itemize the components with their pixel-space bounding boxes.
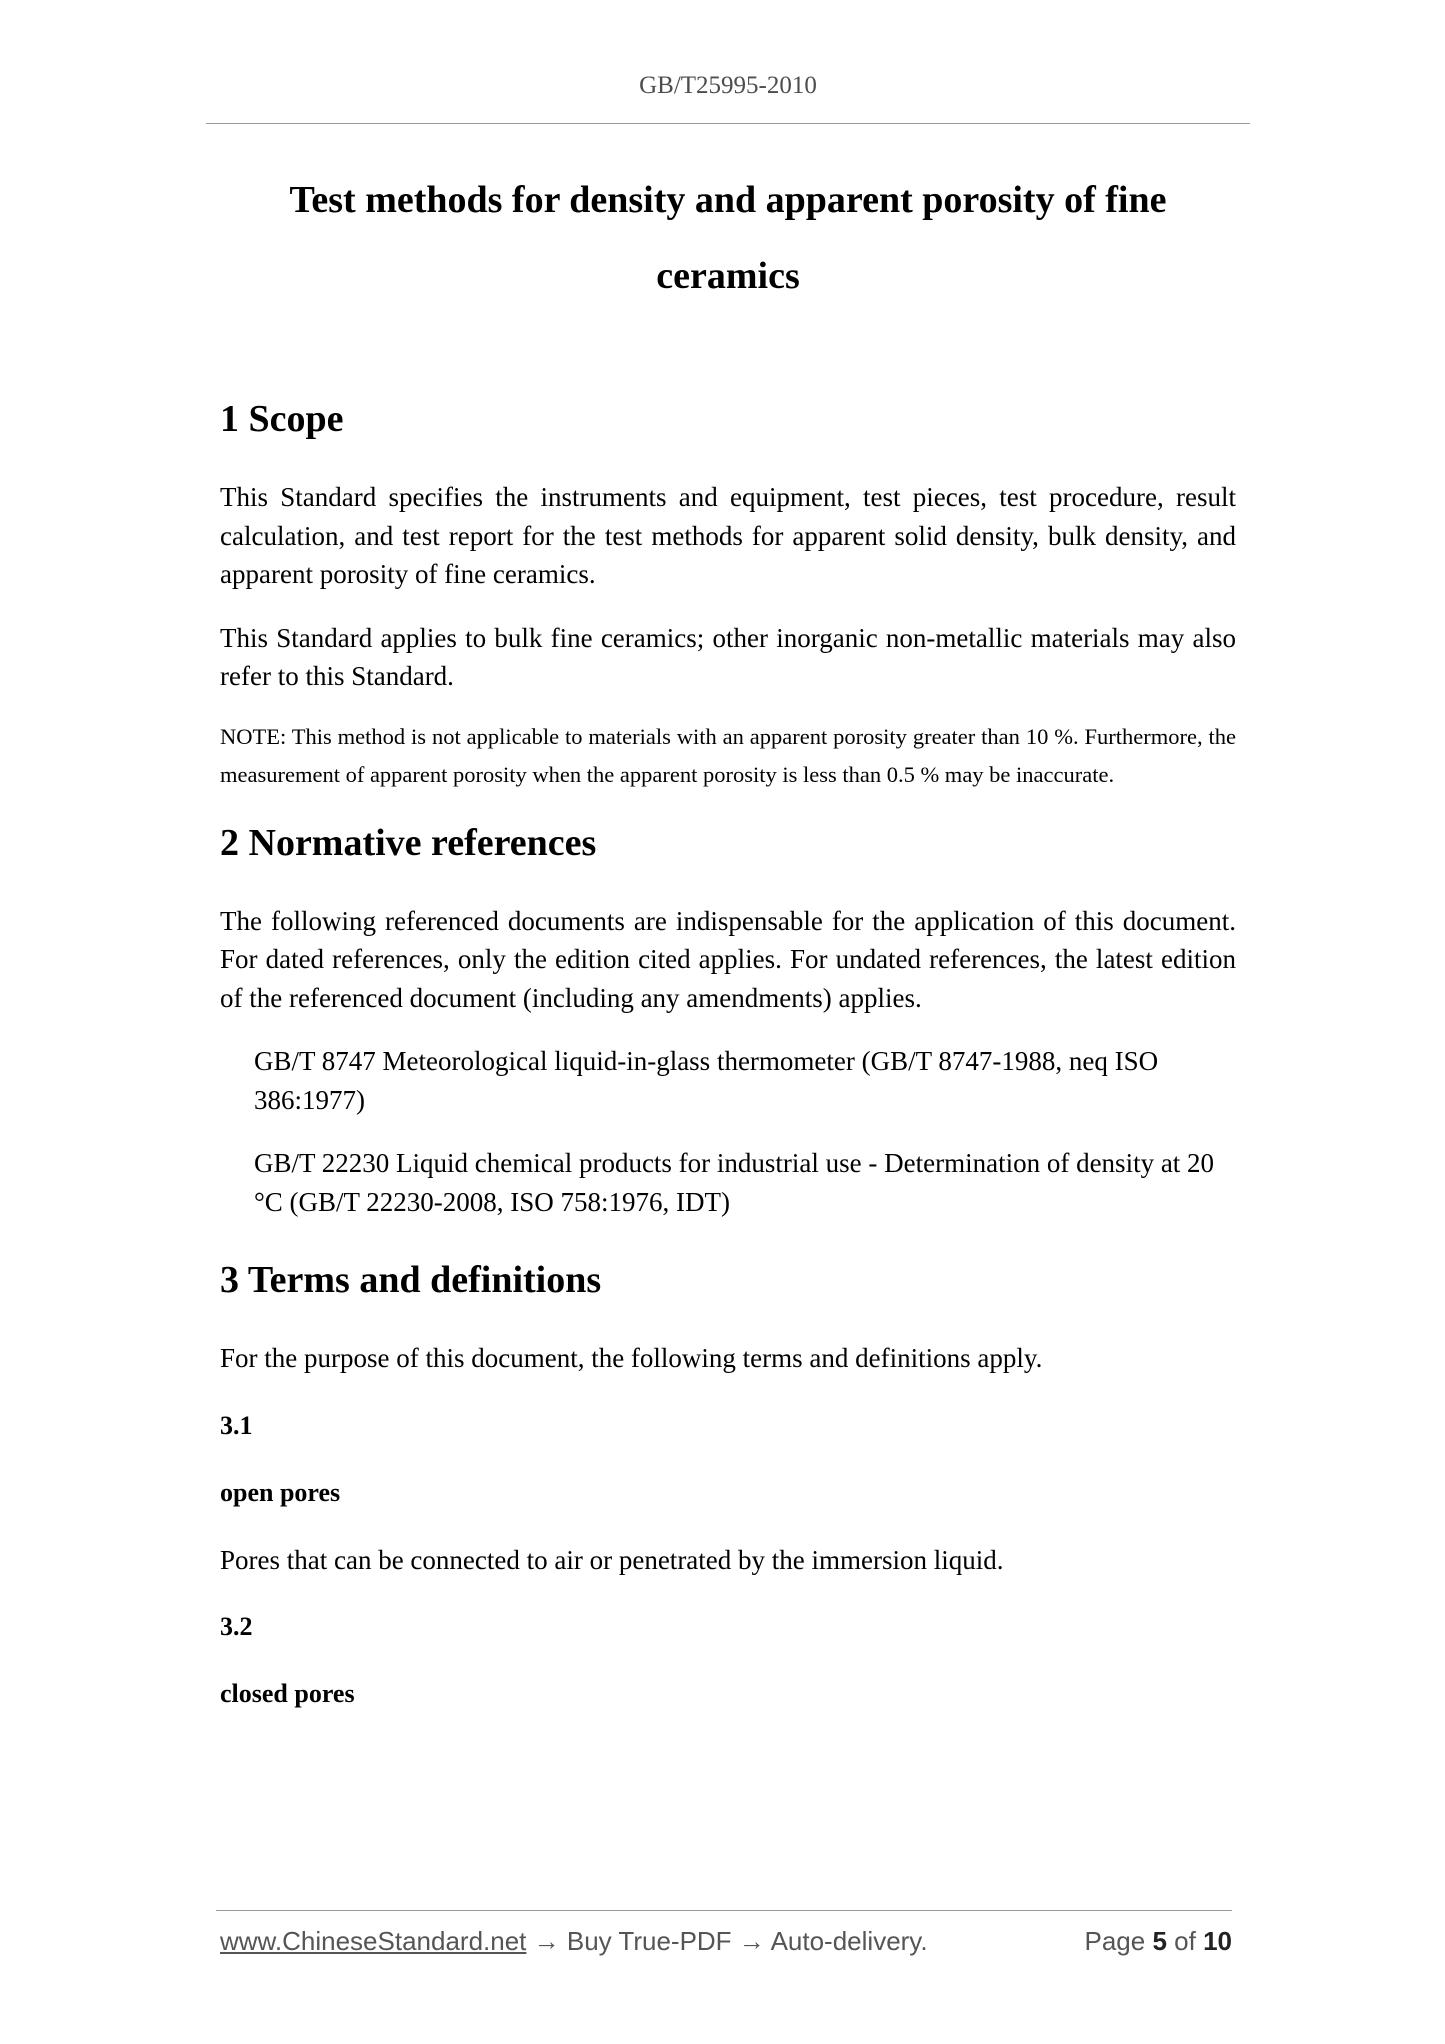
footer-promo-text: → Buy True-PDF → Auto-delivery.: [526, 1926, 928, 1956]
website-link[interactable]: www.ChineseStandard.net: [220, 1926, 527, 1956]
terms-intro: For the purpose of this document, the following terms and definitions apply.: [220, 1343, 1043, 1373]
term-name-open-pores: open pores: [220, 1477, 341, 1507]
document-body: [220, 392, 1236, 1713]
term-definition-open-pores: Pores that can be connected to air or penetrated by the immersion liquid.: [220, 1544, 1004, 1575]
page-of-label: of: [1174, 1926, 1196, 1956]
page-footer: [220, 1926, 1232, 1957]
normative-paragraph: The following referenced documents are indispensable for the application of this document. For dated references, only the edition cited applies. For undated references, the latest edition of the referenced document (including any amendments) applies.: [220, 905, 1236, 1013]
header-doc-id: GB/T25995-2010: [639, 72, 817, 99]
footer-divider: [216, 1910, 1232, 1911]
term-number-3-1: 3.1: [220, 1410, 253, 1440]
term-name-closed-pores: closed pores: [220, 1679, 355, 1708]
scope-paragraph-2: This Standard applies to bulk fine ceramics; other inorganic non-metallic materials may also refer to this Standard.: [220, 622, 1236, 691]
page-label: Page: [1084, 1926, 1146, 1956]
page-total-number: 10: [1203, 1926, 1232, 1956]
section-heading-terms: 3 Terms and definitions: [220, 1259, 602, 1301]
scope-paragraph-1: This Standard specifies the instruments and equipment, test pieces, test procedure, result calculation, and test report for the test methods for apparent solid density, bulk density, and apparent porosity of fine ceramics.: [220, 482, 1236, 589]
scope-note: NOTE: This method is not applicable to materials with an apparent porosity greater than 10 %. Furthermore, the measurement of apparent porosity when the apparent porosity is less than 0.5 % may be inaccurate.: [220, 723, 1236, 787]
reference-item-2: GB/T 22230 Liquid chemical products for industrial use - Determination of density at 20 °C (GB/T 22230-2008, ISO 758:1976, IDT): [254, 1148, 1215, 1217]
section-heading-normative-references: 2 Normative references: [220, 821, 597, 864]
header-divider: [206, 123, 1250, 124]
section-heading-scope: 1 Scope: [220, 398, 344, 440]
page-current-number: 5: [1152, 1926, 1167, 1956]
page-indicator: [1084, 1926, 1232, 1957]
footer-left: [220, 1926, 928, 1957]
reference-item-1: GB/T 8747 Meteorological liquid-in-glass thermometer (GB/T 8747-1988, neq ISO 386:1977): [254, 1046, 1159, 1115]
term-number-3-2: 3.2: [220, 1612, 253, 1641]
document-title: Test methods for density and apparent porosity of fine ceramics: [289, 179, 1167, 297]
